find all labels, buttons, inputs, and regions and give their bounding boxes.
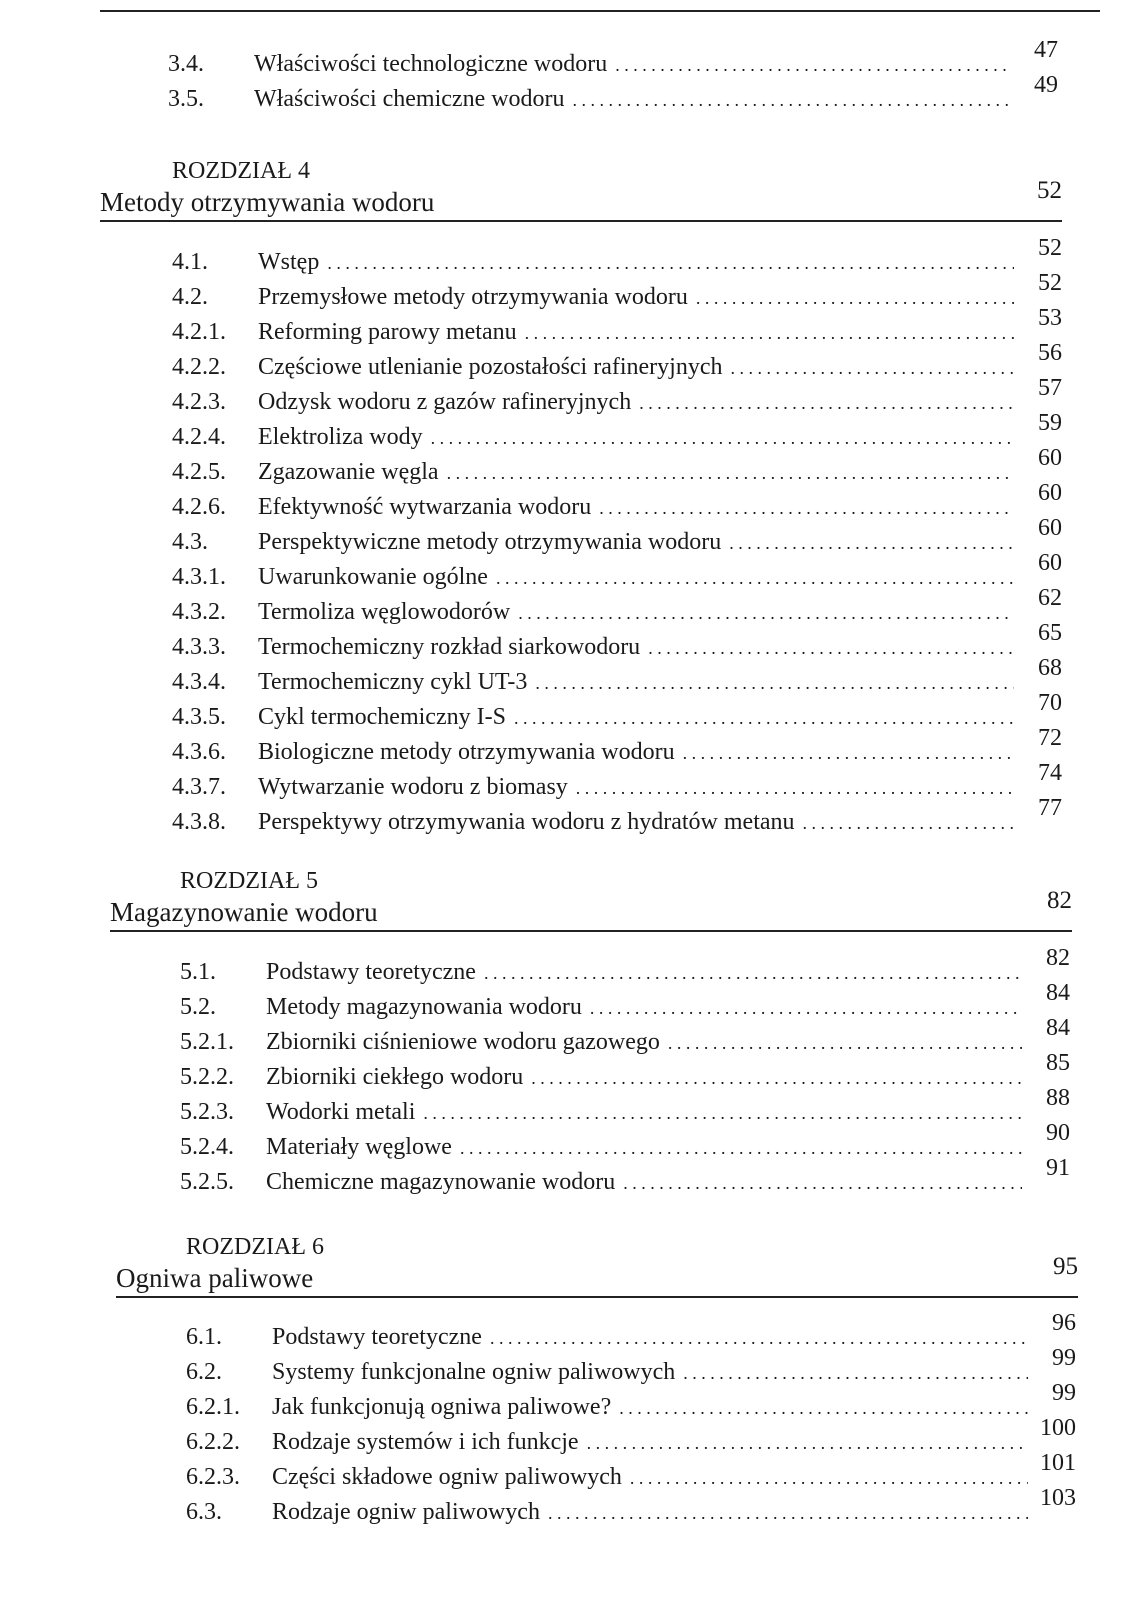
entry-title: Zbiorniki ciśnieniowe wodoru gazowego	[266, 1029, 660, 1055]
leader-dots	[548, 1502, 1028, 1526]
chapter-label: ROZDZIAŁ 5	[180, 868, 318, 894]
entry-page: 57	[1038, 375, 1062, 401]
entry-number: 6.2.3.	[186, 1464, 240, 1490]
chapter-label: ROZDZIAŁ 6	[186, 1234, 324, 1260]
entry-page: 60	[1038, 445, 1062, 471]
entry-title: Reforming parowy metanu	[258, 319, 517, 345]
toc-entry	[186, 1345, 1076, 1386]
entry-number: 4.3.7.	[172, 774, 226, 800]
entry-title: Perspektywiczne metody otrzymywania wodoru	[258, 529, 722, 555]
chapter-title-row	[110, 887, 1072, 932]
toc-entry	[180, 980, 1070, 1021]
chapter-label: ROZDZIAŁ 4	[172, 158, 310, 184]
leader-dots	[460, 1137, 1022, 1161]
chapter-title-row	[116, 1253, 1078, 1298]
leader-dots	[496, 567, 1014, 591]
entry-number: 4.3.	[172, 529, 208, 555]
toc-entry	[172, 690, 1062, 731]
leader-dots	[514, 707, 1014, 731]
toc-entry	[172, 760, 1062, 801]
toc-entry	[172, 270, 1062, 311]
entry-number: 3.4.	[168, 51, 204, 77]
entry-page: 99	[1052, 1345, 1076, 1371]
toc-entry	[186, 1310, 1076, 1351]
entry-number: 3.5.	[168, 86, 204, 112]
entry-title: Biologiczne metody otrzymywania wodoru	[258, 739, 675, 765]
toc-entry	[186, 1415, 1076, 1456]
leader-dots	[327, 252, 1014, 276]
leader-dots	[535, 672, 1014, 696]
entry-title: Podstawy teoretyczne	[266, 959, 476, 985]
entry-title: Cykl termochemiczny I-S	[258, 704, 506, 730]
toc-entry	[172, 655, 1062, 696]
chapter-heading	[116, 1232, 1078, 1298]
entry-page: 103	[1040, 1485, 1076, 1511]
toc-entry	[180, 1050, 1070, 1091]
chapter-page: 52	[1037, 177, 1062, 204]
entry-number: 6.2.2.	[186, 1429, 240, 1455]
toc-entry	[186, 1485, 1076, 1526]
entry-title: Zbiorniki ciekłego wodoru	[266, 1064, 524, 1090]
leader-dots	[696, 287, 1014, 311]
entry-number: 6.2.	[186, 1359, 222, 1385]
entry-title: Efektywność wytwarzania wodoru	[258, 494, 592, 520]
entry-number: 5.2.	[180, 994, 216, 1020]
entry-page: 82	[1046, 945, 1070, 971]
toc-entry	[180, 945, 1070, 986]
leader-dots	[803, 812, 1014, 836]
entry-number: 5.2.4.	[180, 1134, 234, 1160]
leader-dots	[587, 1432, 1028, 1456]
toc-entry	[172, 480, 1062, 521]
leader-dots	[729, 532, 1014, 556]
entry-number: 4.2.4.	[172, 424, 226, 450]
leader-dots	[531, 1067, 1022, 1091]
entry-number: 4.3.4.	[172, 669, 226, 695]
chapter-title: Ogniwa paliwowe	[116, 1263, 314, 1293]
entry-title: Zgazowanie węgla	[258, 459, 439, 485]
toc-entry	[172, 620, 1062, 661]
entry-number: 6.2.1.	[186, 1394, 240, 1420]
toc-entry	[168, 72, 1058, 113]
entry-page: 52	[1038, 270, 1062, 296]
entry-title: Jak funkcjonują ogniwa paliwowe?	[272, 1394, 612, 1420]
leader-dots	[630, 1467, 1028, 1491]
entry-title: Rodzaje ogniw paliwowych	[272, 1499, 540, 1525]
leader-dots	[431, 427, 1014, 451]
entry-page: 100	[1040, 1415, 1076, 1441]
entry-page: 68	[1038, 655, 1062, 681]
entry-title: Rodzaje systemów i ich funkcje	[272, 1429, 579, 1455]
entry-number: 6.3.	[186, 1499, 222, 1525]
entry-page: 65	[1038, 620, 1062, 646]
entry-page: 85	[1046, 1050, 1070, 1076]
leader-dots	[525, 322, 1014, 346]
entry-number: 4.2.5.	[172, 459, 226, 485]
entry-title: Wodorki metali	[266, 1099, 416, 1125]
leader-dots	[731, 357, 1015, 381]
entry-title: Termochemiczny rozkład siarkowodoru	[258, 634, 641, 660]
entry-title: Termochemiczny cykl UT-3	[258, 669, 528, 695]
entry-page: 52	[1038, 235, 1062, 261]
toc-entry	[180, 1085, 1070, 1126]
entry-page: 60	[1038, 550, 1062, 576]
entry-title: Systemy funkcjonalne ogniw paliwowych	[272, 1359, 676, 1385]
entry-number: 4.1.	[172, 249, 208, 275]
entry-page: 47	[1034, 37, 1058, 63]
toc-entry	[172, 725, 1062, 766]
chapter-title-row	[100, 177, 1062, 222]
entry-page: 72	[1038, 725, 1062, 751]
entry-page: 60	[1038, 480, 1062, 506]
toc-entry	[172, 305, 1062, 346]
toc-entry	[172, 795, 1062, 836]
toc-entry	[180, 1015, 1070, 1056]
entry-page: 56	[1038, 340, 1062, 366]
entry-page: 74	[1038, 760, 1062, 786]
entry-page: 96	[1052, 1310, 1076, 1336]
toc-entry	[172, 515, 1062, 556]
entry-title: Wstęp	[258, 249, 320, 275]
toc-entry	[172, 410, 1062, 451]
chapter-page: 82	[1047, 887, 1072, 914]
leader-dots	[447, 462, 1014, 486]
leader-dots	[615, 54, 1010, 78]
top-rule	[100, 10, 1100, 12]
entry-title: Wytwarzanie wodoru z biomasy	[258, 774, 568, 800]
toc-entry	[172, 445, 1062, 486]
toc-entry	[186, 1450, 1076, 1491]
leader-dots	[648, 637, 1014, 661]
entry-title: Termoliza węglowodorów	[258, 599, 511, 625]
entry-number: 4.2.	[172, 284, 208, 310]
entry-number: 4.2.2.	[172, 354, 226, 380]
leader-dots	[423, 1102, 1022, 1126]
toc-entry	[172, 550, 1062, 591]
entry-page: 99	[1052, 1380, 1076, 1406]
entry-page: 84	[1046, 1015, 1070, 1041]
leader-dots	[518, 602, 1014, 626]
leader-dots	[683, 1362, 1028, 1386]
entry-number: 4.3.1.	[172, 564, 226, 590]
toc-entry	[172, 340, 1062, 381]
leader-dots	[490, 1327, 1028, 1351]
entry-title: Uwarunkowanie ogólne	[258, 564, 488, 590]
entry-page: 88	[1046, 1085, 1070, 1111]
entry-number: 5.2.3.	[180, 1099, 234, 1125]
entry-number: 4.2.6.	[172, 494, 226, 520]
entry-number: 4.2.3.	[172, 389, 226, 415]
entry-number: 4.3.6.	[172, 739, 226, 765]
entry-number: 5.1.	[180, 959, 216, 985]
entry-number: 5.2.2.	[180, 1064, 234, 1090]
leader-dots	[576, 777, 1014, 801]
entry-page: 101	[1040, 1450, 1076, 1476]
entry-title: Podstawy teoretyczne	[272, 1324, 482, 1350]
toc-entry	[180, 1120, 1070, 1161]
entry-page: 59	[1038, 410, 1062, 436]
entry-page: 60	[1038, 515, 1062, 541]
toc-entry	[172, 585, 1062, 626]
entry-number: 5.2.1.	[180, 1029, 234, 1055]
chapter-page: 95	[1053, 1253, 1078, 1280]
entry-number: 4.2.1.	[172, 319, 226, 345]
chapter-title: Magazynowanie wodoru	[110, 897, 378, 927]
leader-dots	[484, 962, 1022, 986]
toc-entry	[172, 375, 1062, 416]
entry-title: Części składowe ogniw paliwowych	[272, 1464, 622, 1490]
entry-page: 84	[1046, 980, 1070, 1006]
entry-page: 91	[1046, 1155, 1070, 1181]
entry-page: 62	[1038, 585, 1062, 611]
entry-number: 5.2.5.	[180, 1169, 234, 1195]
leader-dots	[639, 392, 1014, 416]
toc-entry	[186, 1380, 1076, 1421]
leader-dots	[668, 1032, 1022, 1056]
chapter-heading	[110, 866, 1072, 932]
entry-page: 70	[1038, 690, 1062, 716]
toc-entry	[180, 1155, 1070, 1196]
entry-page: 49	[1034, 72, 1058, 98]
entry-title: Właściwości chemiczne wodoru	[254, 86, 565, 112]
leader-dots	[683, 742, 1014, 766]
toc-entry	[168, 37, 1058, 78]
entry-title: Perspektywy otrzymywania wodoru z hydratów metanu	[258, 809, 795, 835]
entry-number: 4.3.3.	[172, 634, 226, 660]
entry-title: Elektroliza wody	[258, 424, 423, 450]
chapter-title: Metody otrzymywania wodoru	[100, 187, 435, 217]
entry-title: Właściwości technologiczne wodoru	[254, 51, 608, 77]
entry-number: 4.3.8.	[172, 809, 226, 835]
leader-dots	[619, 1397, 1028, 1421]
toc-entry	[172, 235, 1062, 276]
entry-title: Materiały węglowe	[266, 1134, 452, 1160]
leader-dots	[623, 1172, 1022, 1196]
entry-number: 4.3.2.	[172, 599, 226, 625]
entry-number: 6.1.	[186, 1324, 222, 1350]
leader-dots	[573, 89, 1010, 113]
entry-page: 90	[1046, 1120, 1070, 1146]
leader-dots	[590, 997, 1022, 1021]
chapter-heading	[100, 156, 1062, 222]
entry-number: 4.3.5.	[172, 704, 226, 730]
entry-title: Metody magazynowania wodoru	[266, 994, 582, 1020]
entry-page: 77	[1038, 795, 1062, 821]
entry-title: Przemysłowe metody otrzymywania wodoru	[258, 284, 688, 310]
entry-title: Chemiczne magazynowanie wodoru	[266, 1169, 616, 1195]
leader-dots	[599, 497, 1014, 521]
entry-title: Odzysk wodoru z gazów rafineryjnych	[258, 389, 632, 415]
entry-title: Częściowe utlenianie pozostałości rafineryjnych	[258, 354, 723, 380]
entry-page: 53	[1038, 305, 1062, 331]
